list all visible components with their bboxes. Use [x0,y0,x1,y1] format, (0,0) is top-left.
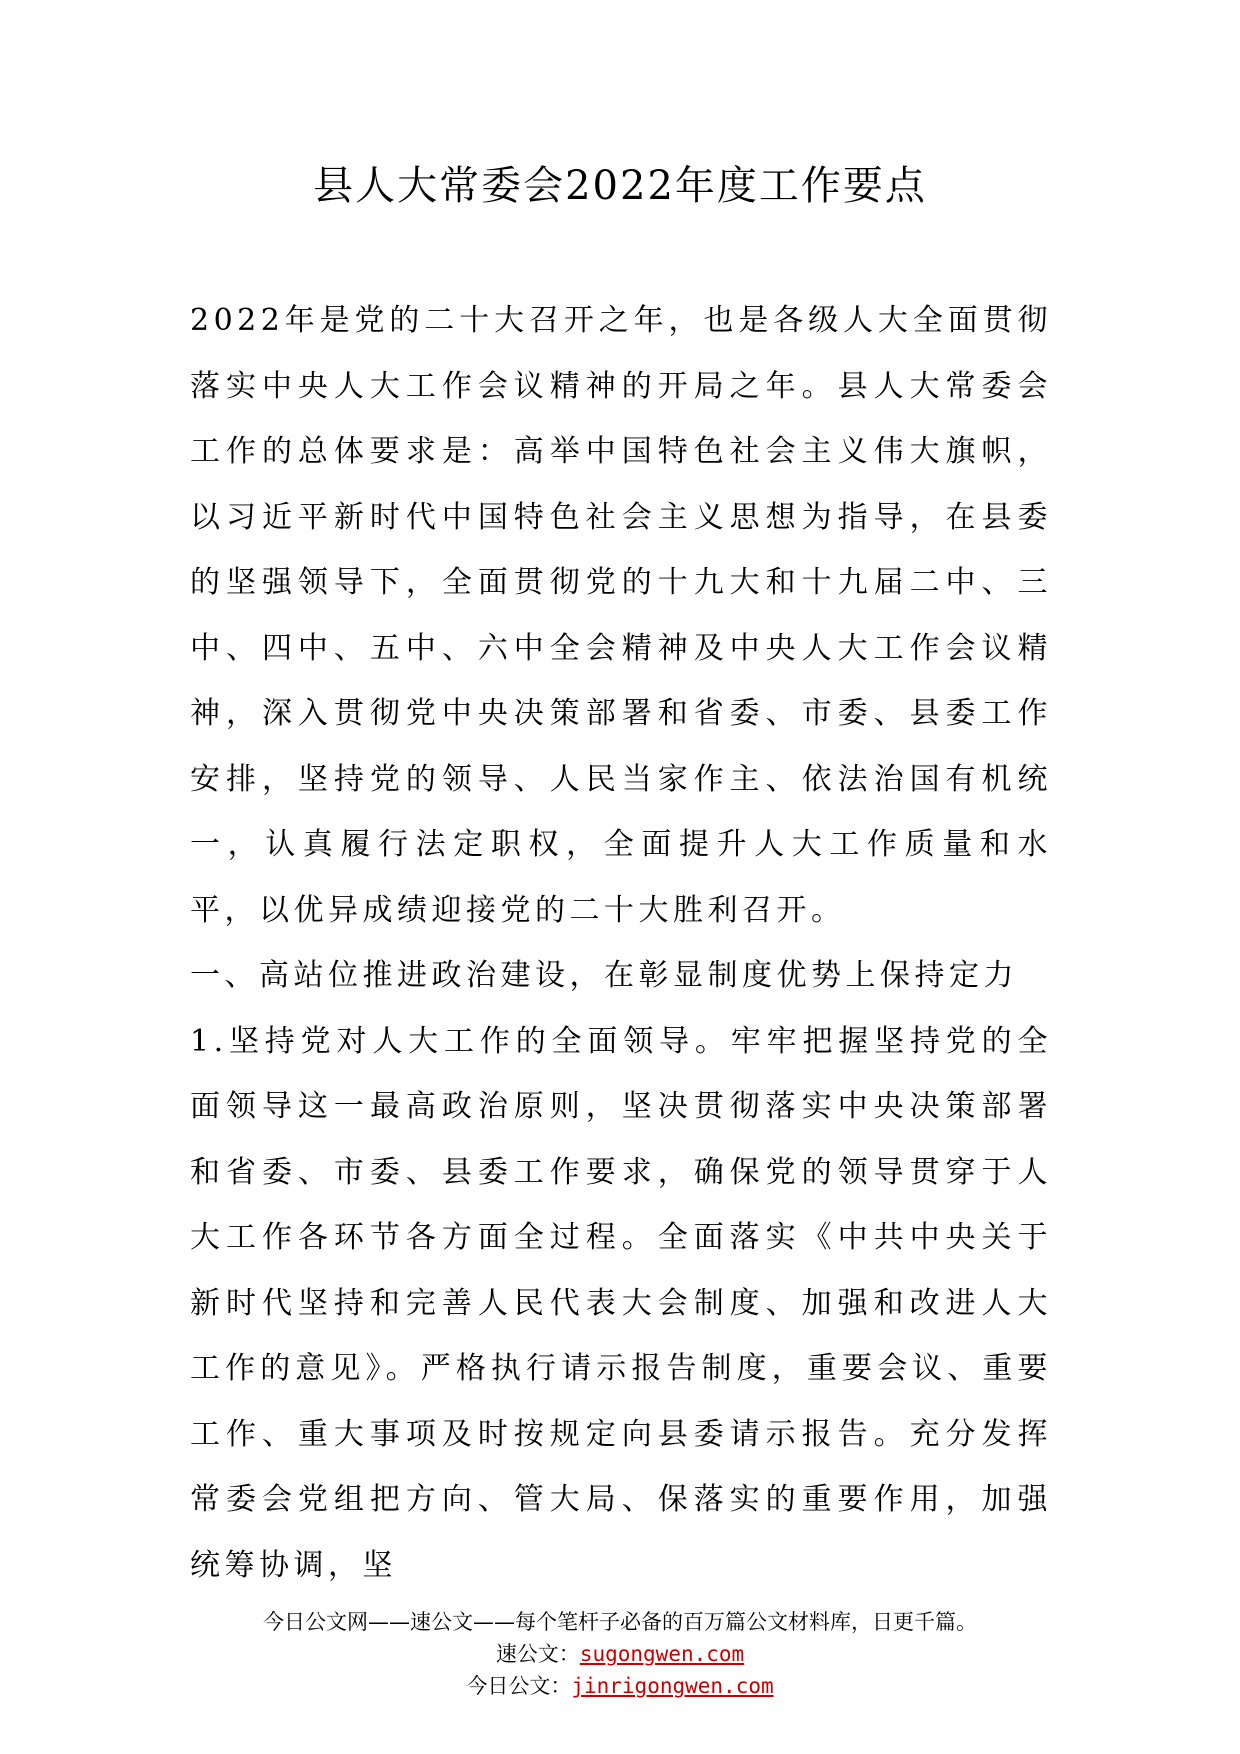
footer-link-row-2 [0,1670,1240,1702]
footer [0,1606,1240,1702]
footer-link-label-1: 速公文： [495,1642,580,1666]
section-heading: 一、高站位推进政治建设，在彰显制度优势上保持定力 [190,958,1018,993]
footer-tagline: 今日公文网——速公文——每个笔杆子必备的百万篇公文材料库，日更千篇。 [263,1610,977,1634]
document-title: 县人大常委会2022年度工作要点 [313,163,927,209]
sugongwen-link[interactable]: sugongwen.com [579,1642,745,1666]
jinrigongwen-link[interactable]: jinrigongwen.com [571,1674,774,1698]
document-body [190,288,1052,1598]
intro-paragraph: 2022年是党的二十大召开之年，也是各级人大全面贯彻落实中央人大工作会议精神的开局之年。县人大常委会工作的总体要求是：高举中国特色社会主义伟大旗帜，以习近平新时代中国特色社会主义思想为指导，在县委的坚强领导下，全面贯彻党的十九大和十九届二中、三中、四中、五中、六中全会精神及中央人大工作会议精神，深入贯彻党中央决策部署和省委、市委、县委工作安排，坚持党的领导、人民当家作主、依法治国有机统一，认真履行法定职权，全面提升人大工作质量和水平，以优异成绩迎接党的二十大胜利召开。 [190,303,1052,928]
footer-link-row-1 [0,1638,1240,1670]
item-paragraph: 1.坚持党对人大工作的全面领导。牢牢把握坚持党的全面领导这一最高政治原则，坚决贯彻落实中央决策部署和省委、市委、县委工作要求，确保党的领导贯穿于人大工作各环节各方面全过程。全面落实《中共中央关于新时代坚持和完善人民代表大会制度、加强和改进人大工作的意见》。严格执行请示报告制度，重要会议、重要工作、重大事项及时按规定向县委请示报告。充分发挥常委会党组把方向、管大局、保落实的重要作用，加强统筹协调，坚 [190,1023,1052,1583]
footer-link-label-2: 今日公文： [466,1674,572,1698]
